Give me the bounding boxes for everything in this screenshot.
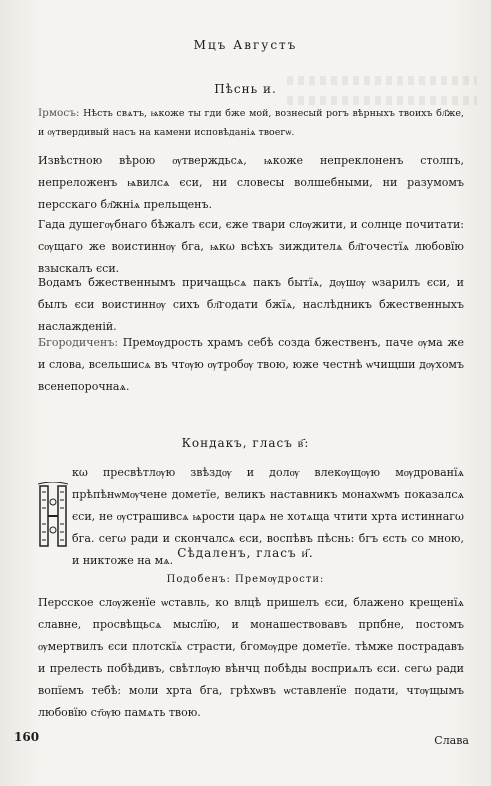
kontakion-title: Кондакъ, гласъ в҃: bbox=[181, 436, 310, 450]
running-header: Мцъ Августъ bbox=[193, 38, 298, 52]
theotokion-label: Бгородиченъ: bbox=[38, 336, 119, 349]
catchword: Слава bbox=[434, 734, 469, 747]
theotokion bbox=[38, 332, 464, 398]
sedalen-title: Сѣдаленъ, гласъ и҃. bbox=[177, 546, 314, 560]
podoben-line: Подобенъ: Премѹдрости: bbox=[166, 574, 325, 585]
troparion-2: Гада душегѹбнаго бѣжалъ єси, єже твари слѹжити, и солнце почитати: сѹщаго же воистиннѹ бга, ѩкω всѣхъ зиждителѧ бл҃гочестїѧ любовїю взыскалъ єси. bbox=[38, 218, 464, 275]
page-number: 160 bbox=[14, 730, 40, 744]
troparion-1: Извѣстною вѣрою ѹтверждьсѧ, ѩкоже непреклоненъ столпъ, непреложенъ ѩвилсѧ єси, ни словесы волшебными, ни разумомъ персскаго бл҃жніѧ прельщенъ. bbox=[38, 154, 464, 211]
song-title: Пѣснь и. bbox=[214, 82, 277, 96]
irmos-text: Нѣсть свѧтъ, ѩкоже ты гди бже мой, вознесый рогъ вѣрныхъ твоихъ бл҃же, и ѹтвердивый насъ на камени исповѣданіѧ твоегѡ. bbox=[38, 108, 464, 138]
sedalen-text: Персское слѹженїе ѡставль, ко влцѣ пришелъ єси, блажено крещенїѧ славне, просвѣщьсѧ мыслїю, и монашествовавъ прпбне, постомъ ѹмертвилъ єси плотскїѧ страсти, бгомѹдре дометїе. тѣмже пострадавъ и прелесть побѣдивъ, свѣтлѹю вѣнчц побѣды восприѧлъ єси. сегω ради вопїемъ тебѣ: моли хрта бга, грѣхѡвъ ѡставленїе подати, чтѹщымъ любовїю ст҃ѹю памѧть твою. bbox=[38, 596, 464, 719]
theotokion-text: Премѹдрость храмъ себѣ созда бжественъ, паче ѹма же и слова, всельшисѧ въ чтѹю ѹтробѹ твою, юже честнѣ ѡчищши дѹхомъ всенепорочнаѧ. bbox=[38, 336, 464, 393]
irmos-label: Ірмосъ: bbox=[38, 107, 80, 119]
kontakion-text: кω пресвѣтлѹю звѣздѹ и долѹ влекѹщѹю мѹдрованїѧ прѣпѣнѡмѹчене дометїе, великъ наставникъ монахѡмъ показалсѧ єси, не ѹстрашивсѧ ѩрости царѧ не хотѧща чтити хрта истиннагω бга. сегω ради и скончалсѧ єси, воспѣвъ пѣснь: бгъ єсть со мною, и никтоже на мѧ. bbox=[72, 466, 464, 567]
irmos bbox=[38, 104, 464, 142]
ornamental-initial bbox=[38, 482, 68, 550]
ornamental-initial-icon bbox=[38, 482, 68, 550]
troparion-3: Водамъ бжественнымъ причащьсѧ пакъ бытїѧ, дѹшѹ ѡзарилъ єси, и былъ єси воистиннѹ сихъ бл҃годати бжїѧ, наслѣдникъ бжественныхъ наслажденій. bbox=[38, 276, 464, 333]
